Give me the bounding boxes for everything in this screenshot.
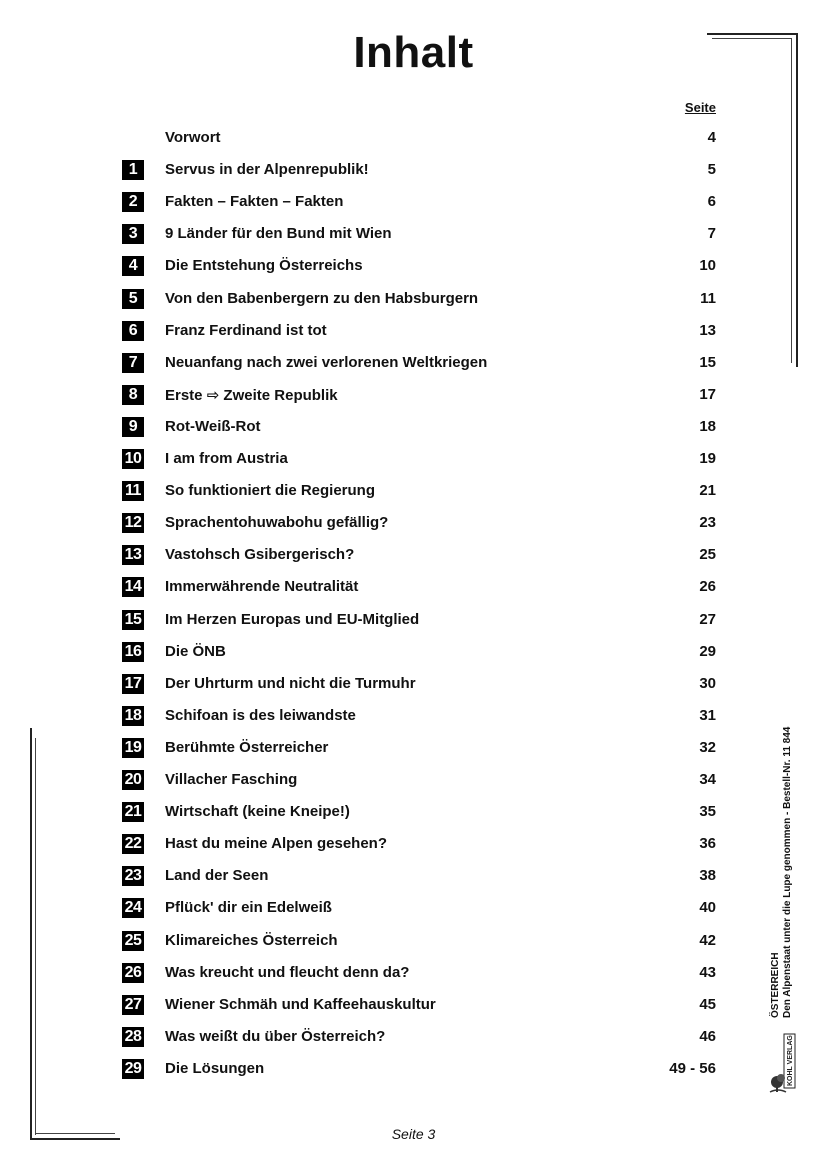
toc-entry	[0, 314, 827, 346]
toc-entry-label: Servus in der Alpenrepublik!	[165, 161, 369, 179]
toc-entry-label: Franz Ferdinand ist tot	[165, 321, 327, 339]
toc-entry-page: 18	[699, 417, 716, 435]
toc-entry	[0, 506, 827, 538]
chapter-number-badge: 13	[122, 545, 144, 565]
chapter-number-badge: 3	[122, 224, 144, 244]
chapter-number-badge: 18	[122, 706, 144, 726]
toc-entry	[0, 378, 827, 410]
chapter-number-badge: 28	[122, 1027, 144, 1047]
toc-entry-label: Von den Babenbergern zu den Habsburgern	[165, 289, 479, 307]
chapter-number-badge: 15	[122, 610, 144, 630]
page-column-header: Seite	[684, 100, 716, 115]
chapter-number-badge: 25	[122, 931, 144, 951]
toc-entry	[0, 442, 827, 474]
chapter-number-badge: 26	[122, 963, 144, 983]
toc-entry-label: Vorwort	[165, 129, 221, 146]
toc-entry-page: 11	[700, 289, 716, 307]
toc-entry-page: 26	[699, 578, 716, 596]
chapter-number-badge: 10	[122, 449, 144, 469]
chapter-number-badge: 16	[122, 642, 144, 662]
toc-entry-label: 9 Länder für den Bund mit Wien	[165, 225, 392, 243]
toc-entry-page: 25	[699, 546, 716, 564]
toc-entry-label: Klimareiches Österreich	[165, 931, 338, 949]
toc-entry	[0, 249, 827, 281]
chapter-number-badge: 17	[122, 674, 144, 694]
toc-entry-page: 30	[699, 674, 716, 692]
toc-entry-label: Wiener Schmäh und Kaffeehauskultur	[165, 995, 436, 1013]
toc-entry	[0, 217, 827, 249]
chapter-number-badge: 29	[122, 1059, 144, 1079]
toc-entry	[0, 121, 827, 153]
toc-entry	[0, 410, 827, 442]
toc-entry-page: 46	[699, 1027, 716, 1045]
chapter-number-badge: 6	[122, 321, 144, 341]
toc-entry-page: 45	[699, 995, 716, 1013]
side-imprint-subtitle: Den Alpenstaat unter die Lupe genommen - Bestell-Nr. 11 844	[782, 726, 793, 1018]
toc-entry	[0, 538, 827, 570]
chapter-number-badge: 11	[122, 481, 144, 501]
toc-entry	[0, 570, 827, 602]
page-title: Inhalt	[353, 28, 474, 77]
publisher-logo	[768, 1032, 798, 1094]
side-imprint	[770, 708, 794, 1018]
toc-entry-page: 19	[699, 450, 716, 467]
toc-entry-label: Vastohsch Gsibergerisch?	[165, 546, 355, 564]
toc-entry-page: 23	[699, 514, 716, 532]
toc-entry-page: 35	[699, 803, 716, 821]
toc-entry-label: Wirtschaft (keine Kneipe!)	[165, 803, 350, 821]
chapter-number-badge: 4	[122, 256, 144, 276]
toc-entry-label: Land der Seen	[165, 867, 269, 885]
toc-entry	[0, 282, 827, 314]
toc-entry-page: 34	[699, 771, 716, 788]
chapter-number-badge: 20	[122, 770, 144, 790]
chapter-number-badge: 23	[122, 866, 144, 886]
toc-entry-label: Die Lösungen	[165, 1059, 265, 1077]
toc-entry	[0, 988, 827, 1020]
toc-entry	[0, 731, 827, 763]
publisher-logo-text: KOHL VERLAG	[787, 1035, 794, 1086]
page-footer: Seite 3	[391, 1126, 436, 1142]
toc-entry-page: 17	[699, 385, 716, 403]
toc-entry-label: Die ÖNB	[165, 642, 226, 660]
toc-entry-label: Schifoan is des leiwandste	[165, 706, 356, 724]
toc-entry	[0, 635, 827, 667]
toc-entry-label: Was kreucht und fleucht denn da?	[165, 963, 410, 981]
chapter-number-badge: 8	[122, 385, 144, 405]
chapter-number-badge: 24	[122, 898, 144, 918]
toc-entry-page: 7	[707, 225, 716, 243]
toc-entry	[0, 763, 827, 795]
toc-entry-page: 4	[707, 129, 716, 146]
toc-entry-page: 49 - 56	[669, 1059, 716, 1077]
toc-entry	[0, 891, 827, 923]
toc-entry-label: Pflück' dir ein Edelweiß	[165, 899, 332, 917]
chapter-number-badge: 1	[122, 160, 144, 180]
chapter-number-badge: 9	[122, 417, 144, 437]
chapter-number-badge: 22	[122, 834, 144, 854]
chapter-number-badge: 27	[122, 995, 144, 1015]
toc-entry-label: Erste ⇨ Zweite Republik	[165, 386, 338, 404]
toc-entry-page: 5	[707, 161, 716, 179]
toc-entry-page: 42	[699, 931, 716, 949]
toc-entry	[0, 956, 827, 988]
toc-entry	[0, 924, 827, 956]
chapter-number-badge: 14	[122, 577, 144, 597]
toc-entry	[0, 603, 827, 635]
toc-entry-page: 38	[699, 867, 716, 885]
toc-entry-page: 36	[699, 835, 716, 853]
toc-entry	[0, 1052, 827, 1084]
toc-entry	[0, 667, 827, 699]
toc-entry-label: I am from Austria	[165, 450, 288, 467]
toc-entry-page: 29	[699, 642, 716, 660]
chapter-number-badge: 12	[122, 513, 144, 533]
chapter-number-badge: 19	[122, 738, 144, 758]
toc-entry-page: 40	[699, 899, 716, 917]
toc-entry-label: Sprachentohuwabohu gefällig?	[165, 514, 389, 532]
toc-entry	[0, 153, 827, 185]
toc-entry-page: 6	[707, 193, 716, 211]
toc-entry-label: Was weißt du über Österreich?	[165, 1027, 386, 1045]
toc-entry	[0, 474, 827, 506]
toc-entry	[0, 346, 827, 378]
toc-entry-page: 32	[699, 738, 716, 756]
toc-entry	[0, 1020, 827, 1052]
toc-entry-page: 15	[699, 353, 716, 371]
toc-entry-label: Neuanfang nach zwei verlorenen Weltkriegen	[165, 353, 488, 371]
side-imprint-title: ÖSTERREICH	[770, 952, 781, 1018]
toc-entry-page: 43	[699, 963, 716, 981]
toc-entry	[0, 795, 827, 827]
toc-entry-page: 13	[699, 321, 716, 339]
toc-entry-label: Immerwährende Neutralität	[165, 578, 359, 596]
toc-entry	[0, 699, 827, 731]
toc-entry	[0, 827, 827, 859]
toc-entry-label: Hast du meine Alpen gesehen?	[165, 835, 387, 853]
chapter-number-badge: 21	[122, 802, 144, 822]
toc-entry-label: Im Herzen Europas und EU-Mitglied	[165, 610, 420, 628]
toc-entry	[0, 859, 827, 891]
chapter-number-badge: 7	[122, 353, 144, 373]
chapter-number-badge: 5	[122, 289, 144, 309]
toc-entry-label: Der Uhrturm und nicht die Turmuhr	[165, 674, 416, 692]
toc-entry-page: 31	[699, 706, 716, 724]
chapter-number-badge: 2	[122, 192, 144, 212]
toc-entry-label: Fakten – Fakten – Fakten	[165, 193, 344, 211]
toc-entry	[0, 185, 827, 217]
toc-entry-label: Berühmte Österreicher	[165, 738, 329, 756]
toc-entry-label: Die Entstehung Österreichs	[165, 257, 363, 275]
toc-entry-page: 21	[699, 482, 716, 500]
toc-entry-label: So funktioniert die Regierung	[165, 482, 376, 500]
toc-entry-label: Villacher Fasching	[165, 771, 298, 788]
toc-entry-page: 27	[699, 610, 716, 628]
toc-entry-page: 10	[699, 257, 716, 275]
toc-entry-label: Rot-Weiß-Rot	[165, 417, 261, 435]
